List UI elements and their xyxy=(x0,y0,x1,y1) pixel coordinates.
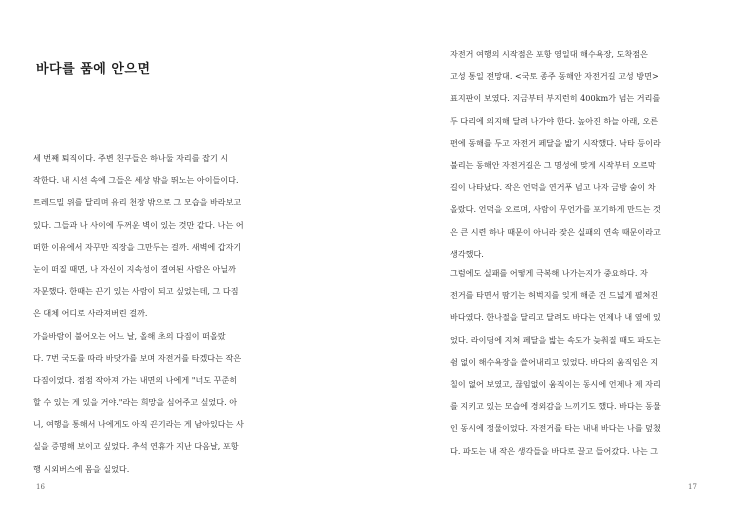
text-line: 생각했다. xyxy=(450,248,484,259)
chapter-title: 바다를 품에 안으면 xyxy=(36,62,151,77)
page-number-right: 17 xyxy=(688,483,697,491)
text-line: 할 수 있는 게 있을 거야."라는 희망을 심어주고 싶었다. 아 xyxy=(33,397,238,408)
text-line: 다. 7번 국도를 따라 바닷가를 보며 자전거를 타겠다는 작은 xyxy=(33,352,242,363)
text-line: 있다. 그들과 나 사이에 두꺼운 벽이 있는 것만 같다. 나는 어 xyxy=(33,219,244,230)
text-line: 가을바람이 불어오는 어느 날, 올해 초의 다짐이 떠올랐 xyxy=(33,330,226,341)
text-line: 자문했다. 한때는 끈기 있는 사람이 되고 싶었는데, 그 다짐 xyxy=(33,286,239,297)
text-line: 다. 파도는 내 작은 생각들을 바다로 끌고 들어갔다. 나는 그 xyxy=(450,445,659,456)
text-line: 은 대체 어디로 사라져버린 걸까. xyxy=(33,308,148,319)
text-line: 쉼 없이 해수욕장을 쓸어내리고 있었다. 바다의 움직임은 지 xyxy=(450,356,659,367)
page-number-left: 16 xyxy=(36,483,45,491)
text-line: 전거를 타면서 땀기는 허벅지를 잊게 해준 건 드넓게 펼쳐진 xyxy=(450,290,659,301)
text-line: 실을 증명해 보이고 싶었다. 추석 연휴가 지난 다음날, 포항 xyxy=(33,441,239,452)
right-page xyxy=(370,0,740,525)
text-line: 다짐이었다. 점점 작아져 가는 내면의 나에게 "너도 꾸준히 xyxy=(33,374,238,385)
text-line: 인 동시에 정물이었다. 자전거를 타는 내내 바다는 나를 덮쳤 xyxy=(450,423,661,434)
text-line: 그럼에도 실패를 어떻게 극복해 나가는지가 중요하다. 자 xyxy=(450,268,648,278)
text-line: 불리는 동해안 자전거길은 그 명성에 맞게 시작부터 오르막 xyxy=(450,159,656,170)
text-line: 떠한 이유에서 자꾸만 직장을 그만두는 걸까. 새벽에 갑자기 xyxy=(33,241,242,252)
text-line: 자전거 여행의 시작점은 포항 영일대 해수욕장, 도착점은 xyxy=(450,49,648,59)
text-line: 고성 통일 전망대. <국토 종주 동해안 자전거길 고성 방면> xyxy=(450,71,659,82)
text-line: 세 번째 퇴직이다. 주변 친구들은 하나둘 자리를 잡기 시 xyxy=(33,153,229,163)
text-line: 작한다. 내 시선 속에 그들은 세상 밖을 뛰노는 아이들이다. xyxy=(33,175,239,186)
text-line: 를 지키고 있는 모습에 경외감을 느끼기도 했다. 바다는 동물 xyxy=(450,401,661,412)
right-paragraph-2 xyxy=(450,262,712,462)
text-line: 은 큰 시련 하나 때문이 아니라 잦은 실패의 연속 때문이라고 xyxy=(450,226,661,237)
text-line: 올랐다. 언덕을 오르며, 사람이 무언가를 포기하게 만드는 것 xyxy=(450,204,661,215)
text-line: 었다. 라이딩에 지쳐 페달을 밟는 속도가 늦춰질 때도 파도는 xyxy=(450,334,661,345)
text-line: 트레드밀 위를 달리며 유리 천장 밖으로 그 모습을 바라보고 xyxy=(33,197,242,208)
text-line: 칠이 없어 보였고, 끊임없이 움직이는 동시에 언제나 제 자리 xyxy=(450,378,661,389)
text-line: 눈이 떠질 때면, 나 자신이 지속성이 결여된 사람은 아닐까 xyxy=(33,263,236,274)
text-line: 두 다리에 의지해 달려 나가야 한다. 높아진 하늘 아래, 오른 xyxy=(450,115,659,126)
right-paragraph-1 xyxy=(450,43,712,265)
left-body-text xyxy=(33,147,293,480)
text-line: 행 시외버스에 몸을 실었다. xyxy=(33,463,130,474)
text-line: 니, 여행을 통해서 나에게도 아직 끈기라는 게 남아있다는 사 xyxy=(33,419,244,430)
text-line: 표지판이 보였다. 지금부터 부지런히 400km가 넘는 거리를 xyxy=(450,93,661,104)
text-line: 길이 나타났다. 작은 언덕을 연거푸 넘고 나자 금방 숨이 차 xyxy=(450,182,656,193)
text-line: 바다였다. 한나절을 달리고 달려도 바다는 언제나 내 옆에 있 xyxy=(450,312,661,323)
text-line: 편에 동해를 두고 자전거 페달을 밟기 시작했다. 낙타 등이라 xyxy=(450,137,661,148)
